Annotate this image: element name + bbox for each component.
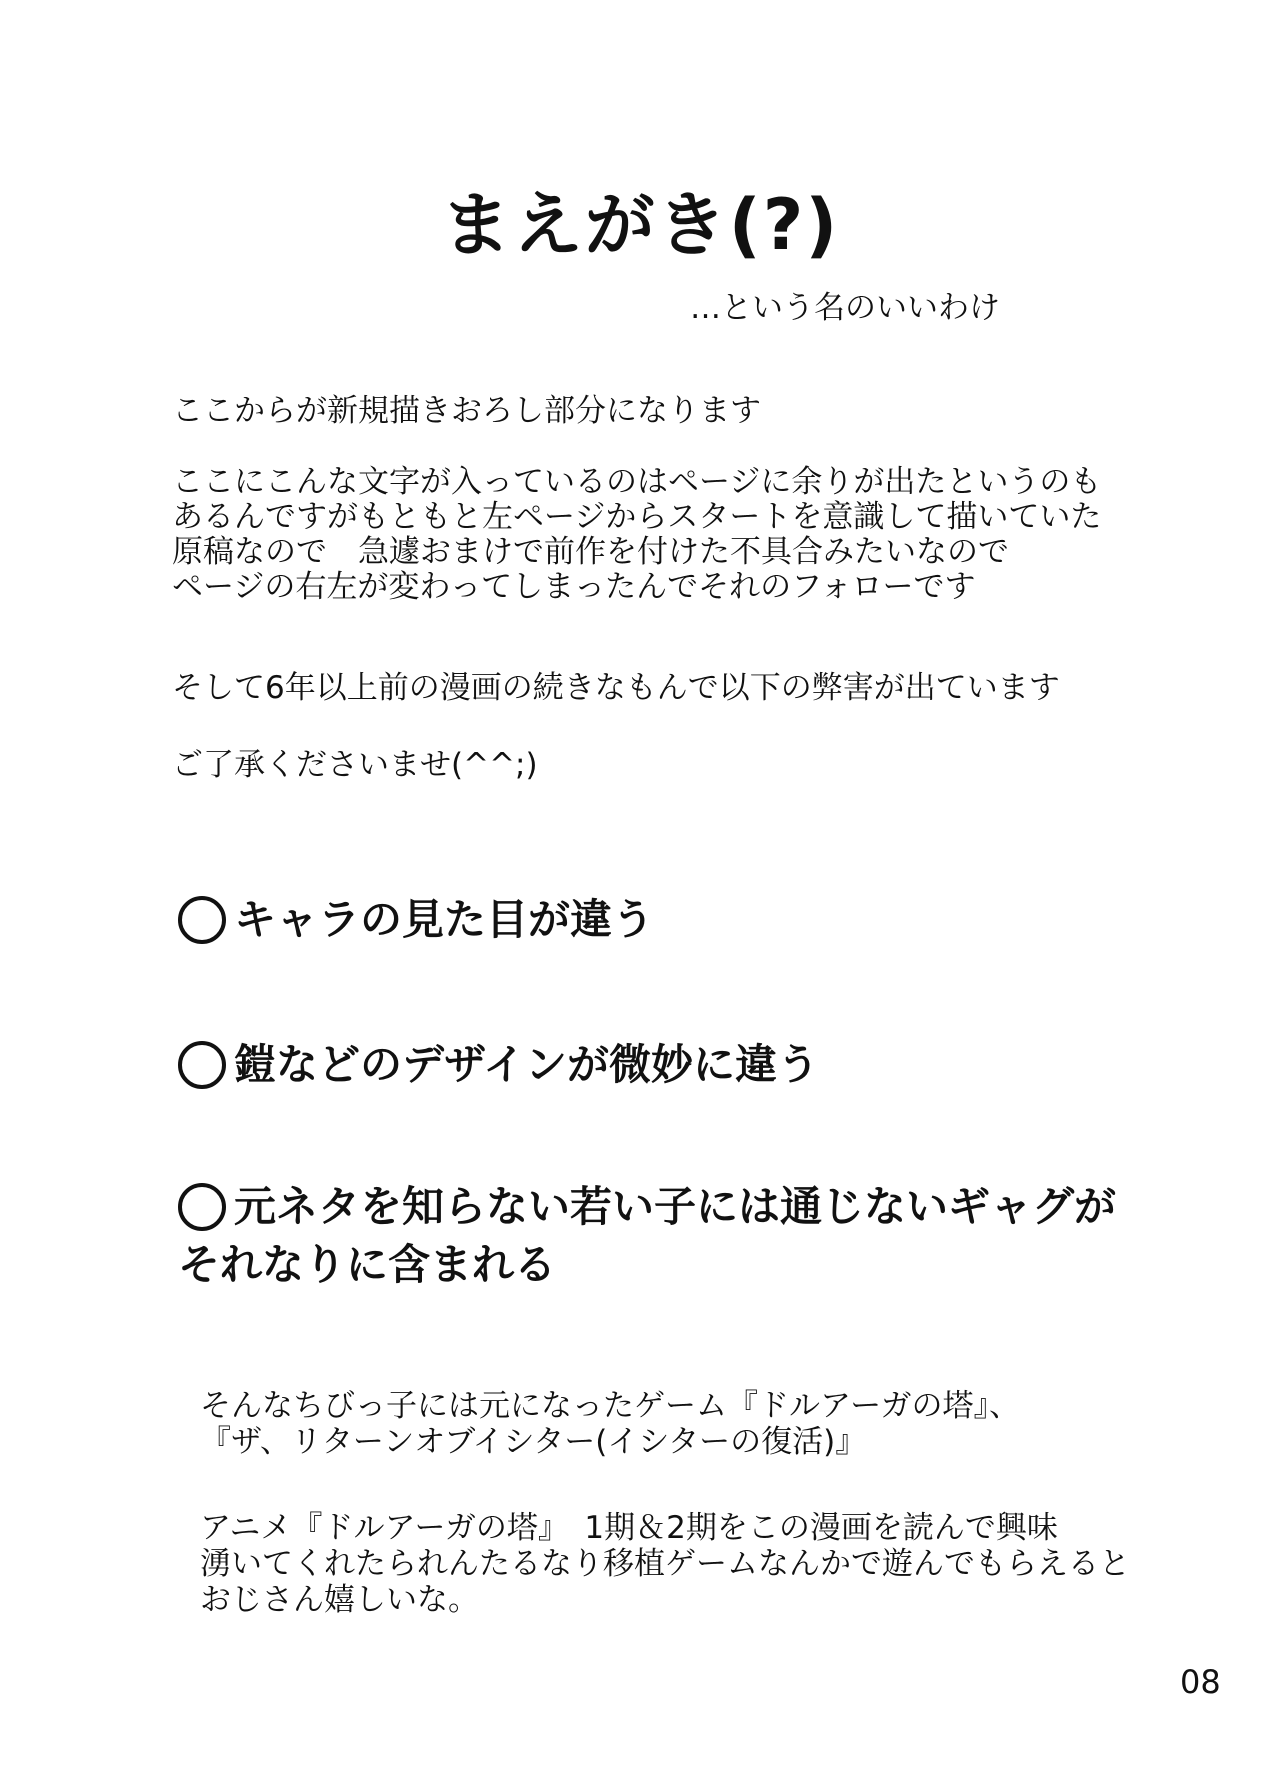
post-block-1-line: そんなちびっ子には元になったゲーム『ドルアーガの塔』、 bbox=[200, 1388, 1020, 1424]
bullet-text: 鎧などのデザインが微妙に違う bbox=[234, 1040, 820, 1089]
bullet-text: キャラの見た目が違う bbox=[234, 895, 655, 944]
bullet-item bbox=[178, 895, 654, 945]
bullet-continuation: それなりに含まれる bbox=[178, 1240, 557, 1290]
paragraph-1-line: あるんですがもともと左ページからスタートを意識して描いていた bbox=[172, 499, 1102, 535]
six-years-line: そして6年以上前の漫画の続きなもんで以下の弊害が出ています bbox=[172, 670, 1060, 706]
circle-bullet-icon bbox=[178, 1183, 226, 1231]
post-block-2-line: アニメ『ドルアーガの塔』 1期＆2期をこの漫画を読んで興味 bbox=[200, 1510, 1058, 1546]
bullet-item bbox=[178, 1182, 1116, 1291]
post-block-1-line: 『ザ、リターンオブイシター(イシターの復活)』 bbox=[200, 1424, 867, 1460]
page-subtitle: …という名のいいわけ bbox=[690, 290, 1000, 326]
post-block-2-line: 湧いてくれたられんたるなり移植ゲームなんかで遊んでもらえると bbox=[200, 1546, 1130, 1582]
paragraph-1-line: ページの右左が変わってしまったんでそれのフォローです bbox=[172, 569, 976, 605]
circle-bullet-icon bbox=[178, 896, 226, 944]
bullet-text: 元ネタを知らない若い子には通じないギャグが bbox=[234, 1182, 1117, 1231]
paragraph-1-line: 原稿なので 急遽おまけで前作を付けた不具合みたいなので bbox=[172, 534, 1009, 570]
paragraph-1-line: ここにこんな文字が入っているのはページに余りが出たというのも bbox=[172, 464, 1102, 500]
bullet-item bbox=[178, 1040, 819, 1090]
consent-line: ご了承くださいませ(^^;) bbox=[172, 747, 538, 783]
post-block-2 bbox=[200, 1510, 1130, 1618]
paragraph-1 bbox=[172, 465, 1101, 605]
post-block-1 bbox=[200, 1388, 1020, 1460]
circle-bullet-icon bbox=[178, 1041, 226, 1089]
intro-line: ここからが新規描きおろし部分になります bbox=[172, 393, 761, 429]
page-title: まえがき(?) bbox=[440, 184, 840, 266]
page-number: 08 bbox=[1180, 1663, 1221, 1701]
post-block-2-line: おじさん嬉しいな。 bbox=[200, 1582, 479, 1618]
